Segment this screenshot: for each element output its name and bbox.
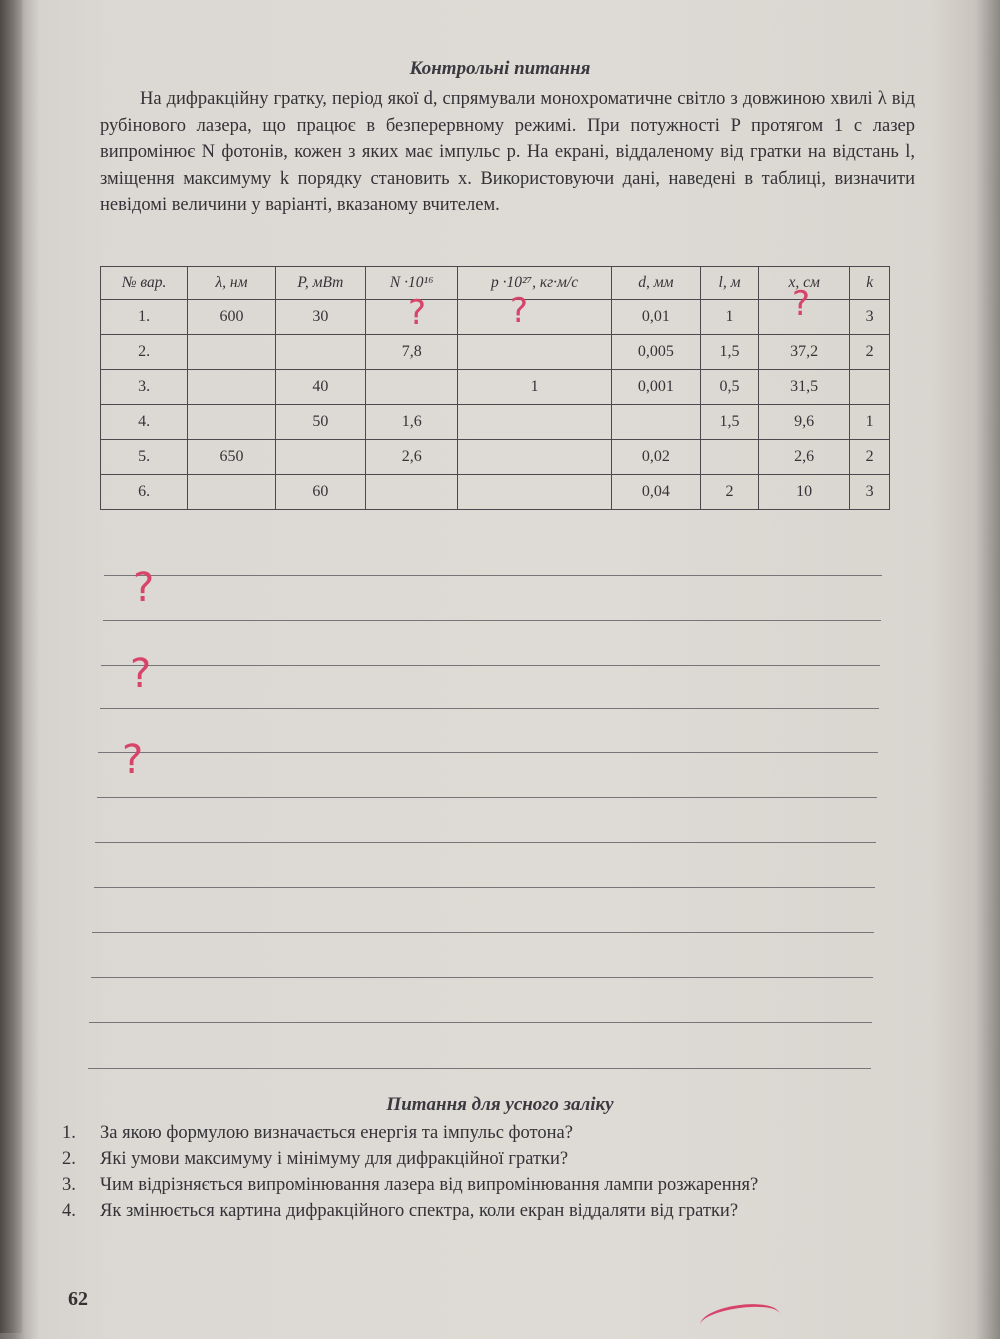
cell [850,370,890,405]
cell: 3. [101,370,188,405]
handwritten-mark [698,1300,781,1339]
cell: 60 [275,475,365,510]
question-number: 4. [62,1201,76,1221]
table-row [101,370,890,405]
list-item [62,1146,902,1172]
answer-line [92,932,874,933]
cell [275,440,365,475]
cell: 10 [758,475,849,510]
cell [611,405,700,440]
question-text: Як змінюється картина дифракційного спектра, коли екран віддаляти від гратки? [100,1201,739,1221]
handwritten-question-mark: ? [133,565,155,611]
cell: 0,001 [611,370,700,405]
header-period: d, мм [611,267,700,300]
cell: 9,6 [758,405,849,440]
cell [458,300,611,335]
book-binding [0,0,22,1333]
cell: 1 [850,405,890,440]
header-order: k [850,267,890,300]
cell [188,370,275,405]
handwritten-question-mark: ? [510,291,529,331]
cell: 31,5 [758,370,849,405]
cell: 50 [275,405,365,440]
list-item [62,1198,902,1224]
page-number: 62 [68,1288,88,1310]
cell: 1 [458,370,611,405]
header-distance: l, м [701,267,759,300]
cell: 0,01 [611,300,700,335]
cell: 600 [188,300,275,335]
table-row [101,335,890,370]
cell: 5. [101,440,188,475]
handwritten-question-mark: ? [130,651,152,697]
cell [188,335,275,370]
cell: 1. [101,300,188,335]
table-header-row [101,267,890,300]
oral-exam-title: Питання для усного заліку [386,1094,614,1115]
cell: 1,5 [701,335,759,370]
cell [366,370,458,405]
cell: 1 [701,300,759,335]
answer-line [98,752,878,753]
table-row [101,300,890,335]
cell: 0,5 [701,370,759,405]
answer-line [88,1068,872,1069]
handwritten-question-mark: ? [408,293,427,333]
cell: 1,5 [701,405,759,440]
cell: 0,04 [611,475,700,510]
header-offset: x, см [758,267,849,300]
cell: 3 [850,475,890,510]
table-row [101,405,890,440]
cell: 2 [850,440,890,475]
answer-line [95,842,876,843]
cell [188,405,275,440]
header-variant: № вар. [101,267,188,300]
question-text: За якою формулою визначається енергія та імпульс фотона? [100,1123,573,1143]
handwritten-question-mark: ? [792,284,811,324]
question-text: Чим відрізняється випромінювання лазера від випромінювання лампи розжарення? [100,1175,759,1195]
answer-line [89,1022,872,1023]
list-item [62,1120,902,1146]
cell: 40 [275,370,365,405]
cell [366,475,458,510]
cell: 4. [101,405,188,440]
cell: 6. [101,475,188,510]
cell [458,335,611,370]
cell: 2,6 [758,440,849,475]
answer-line [91,977,874,978]
answer-line [103,620,882,621]
cell: 0,02 [611,440,700,475]
answer-line [104,575,882,576]
table-row [101,475,890,510]
cell [458,405,611,440]
cell: 2 [850,335,890,370]
answer-line [101,665,880,666]
handwritten-question-mark: ? [122,737,144,783]
table-row [101,440,890,475]
cell: 37,2 [758,335,849,370]
question-number: 1. [62,1123,76,1143]
cell: 1,6 [366,405,458,440]
section-title: Контрольні питання [409,58,591,79]
cell: 650 [188,440,275,475]
header-power: P, мВт [275,267,365,300]
question-text: Які умови максимуму і мінімуму для дифракційної гратки? [100,1149,569,1169]
cell: 2. [101,335,188,370]
answer-line [97,797,878,798]
answer-line [100,708,880,709]
question-number: 3. [62,1175,76,1195]
cell [188,475,275,510]
cell [458,440,611,475]
cell: 3 [850,300,890,335]
header-photons: N ·10¹⁶ [366,267,458,300]
cell: 2 [701,475,759,510]
cell: 7,8 [366,335,458,370]
list-item [62,1172,902,1198]
answer-line [94,887,876,888]
cell: 0,005 [611,335,700,370]
cell: 2,6 [366,440,458,475]
cell [701,440,759,475]
cell [275,335,365,370]
cell: 30 [275,300,365,335]
header-lambda: λ, нм [188,267,275,300]
cell [458,475,611,510]
question-number: 2. [62,1149,76,1169]
header-momentum: p ·10²⁷, кг·м/с [458,267,611,300]
task-text: На дифракційну гратку, період якої d, спрямували монохроматичне світло з довжиною хвилі λ від рубінового лазера, що працює в безперервному режимі. При потужності P протягом 1 с лазер випромінює N фотонів, кожен з яких має імпульс p. На екрані, віддаленому від гратки на відстань l, зміщення максимуму k порядку становить x. Використовуючи дані, наведені в таблиці, визначити невідомі величини у варіанті, вказаному вчителем. [100,89,915,215]
variants-table [100,266,890,510]
oral-questions-list [62,1120,902,1224]
